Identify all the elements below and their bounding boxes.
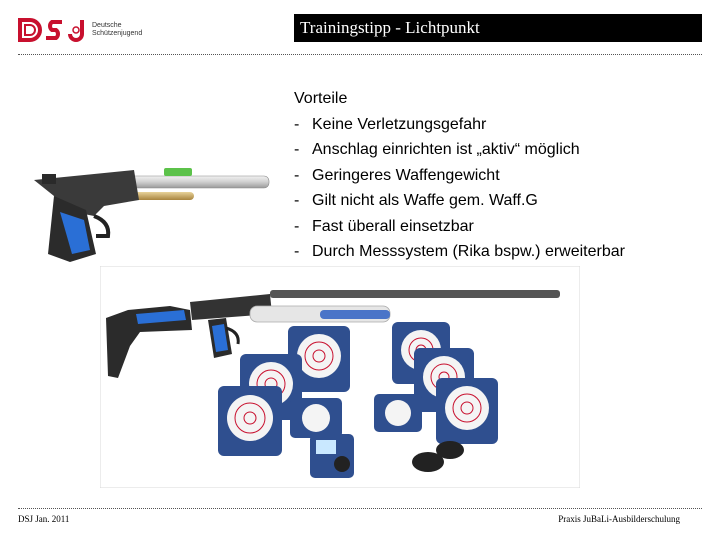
advantages-heading: Vorteile — [294, 90, 348, 107]
advantages-section — [294, 86, 704, 265]
light-pistol-image — [14, 150, 272, 268]
list-item: - Keine Verletzungsgefahr — [294, 115, 487, 133]
advantages-list — [294, 112, 704, 265]
footer-date: DSJ Jan. 2011 — [18, 514, 70, 524]
list-item: - Geringeres Waffengewicht — [294, 166, 500, 184]
logo-subtitle-line1: Deutsche — [92, 22, 122, 29]
bottom-divider — [18, 508, 702, 509]
list-item: - Durch Messsystem (Rika bspw.) erweiterbar — [294, 243, 625, 260]
list-item: - Anschlag einrichten ist „aktiv“ möglich — [294, 141, 580, 158]
footer-course: Praxis JuBaLi-Ausbilderschulung — [558, 514, 680, 524]
top-divider — [18, 54, 702, 55]
list-item: - Fast überall einsetzbar — [294, 217, 474, 235]
logo-subtitle — [92, 22, 142, 38]
logo-subtitle-line2: Schützenjugend — [92, 30, 143, 37]
slide-title: Trainingstipp - Lichtpunkt — [294, 14, 702, 42]
list-item: - Gilt nicht als Waffe gem. Waff.G — [294, 192, 538, 209]
control-unit — [310, 434, 354, 478]
light-rifle-and-targets-image — [100, 266, 580, 488]
